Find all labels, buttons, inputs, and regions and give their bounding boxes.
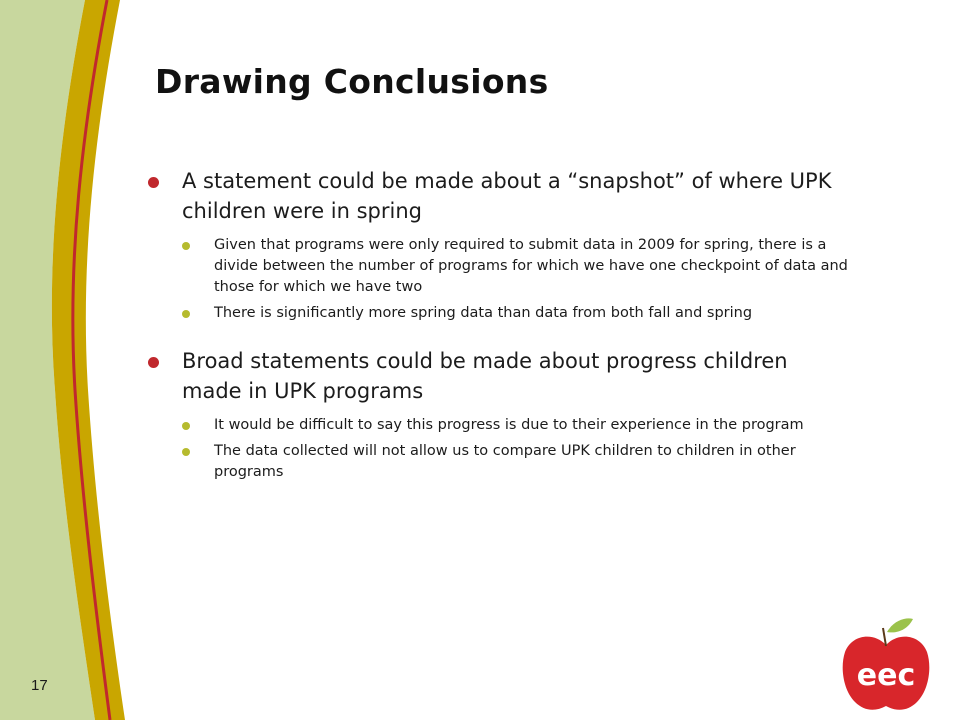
sub-bullet-dot-icon <box>182 448 190 456</box>
sub-bullet-dot-icon <box>182 422 190 430</box>
sub-bullet-dot-icon <box>182 310 190 318</box>
logo-text: eec <box>856 658 916 693</box>
slide-title: Drawing Conclusions <box>155 62 549 101</box>
sub-bullet-item <box>182 415 848 436</box>
bullet-item <box>148 166 848 324</box>
apple-leaf-icon <box>887 618 913 632</box>
page-number: 17 <box>31 677 48 694</box>
sub-bullet-text: It would be difficult to say this progress is due to their experience in the program <box>214 417 804 433</box>
sub-bullet-item <box>182 303 848 324</box>
bullet-dot-icon <box>148 177 159 188</box>
eec-logo <box>843 618 930 709</box>
sub-bullet-list <box>182 415 848 483</box>
sub-bullet-item <box>182 235 848 298</box>
sub-bullet-dot-icon <box>182 242 190 250</box>
sub-bullet-text: Given that programs were only required to submit data in 2009 for spring, there is a divide between the number of programs for which we have one checkpoint of data and those for which we have two <box>214 237 848 295</box>
sub-bullet-item <box>182 441 848 483</box>
bullet-text: A statement could be made about a “snapshot” of where UPK children were in spring <box>182 169 832 223</box>
sub-bullet-text: The data collected will not allow us to compare UPK children to children in other programs <box>214 443 796 480</box>
bullet-item <box>148 346 848 483</box>
bullet-text: Broad statements could be made about progress children made in UPK programs <box>182 349 788 403</box>
sub-bullet-text: There is significantly more spring data than data from both fall and spring <box>214 305 753 321</box>
bullet-list <box>148 166 848 488</box>
sub-bullet-list <box>182 235 848 324</box>
bullet-dot-icon <box>148 357 159 368</box>
